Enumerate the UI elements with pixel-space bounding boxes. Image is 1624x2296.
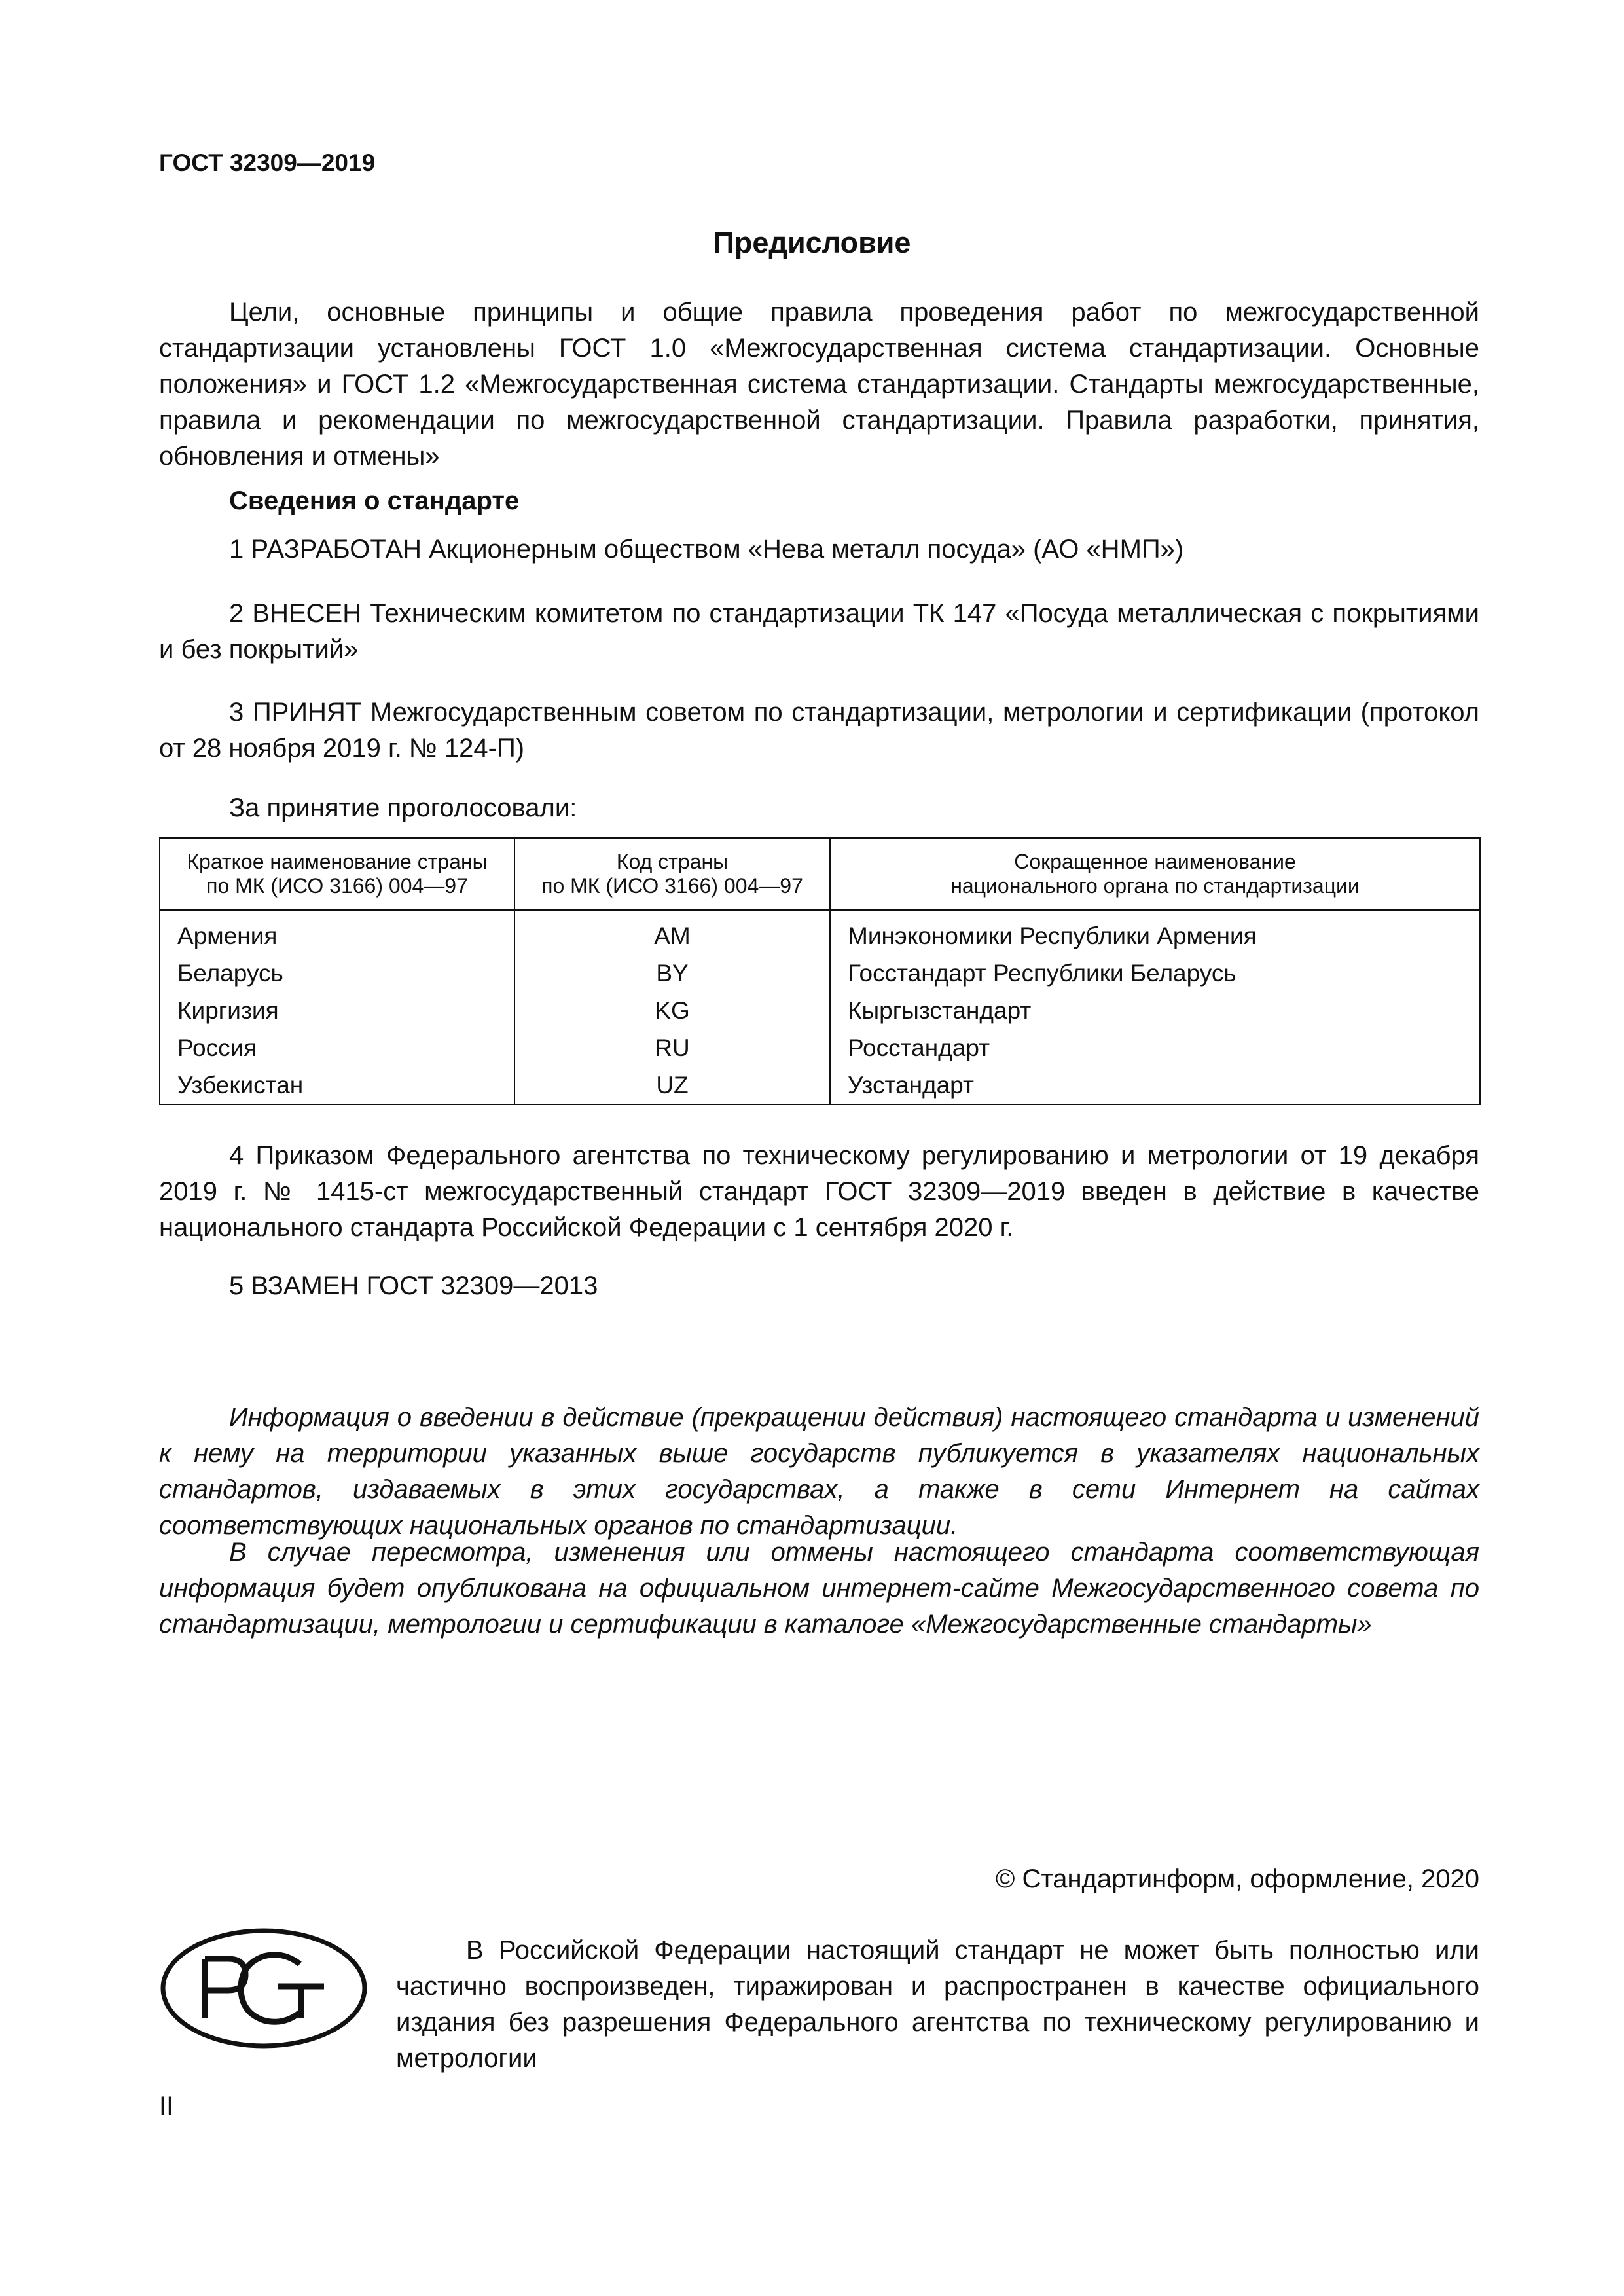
page-number: II <box>159 2092 174 2121</box>
table-row <box>160 910 1480 955</box>
table-row <box>160 992 1480 1029</box>
voting-table <box>159 837 1481 1105</box>
country-code-cell: AM <box>514 910 830 955</box>
country-name-cell: Россия <box>160 1029 514 1066</box>
item-replaces: 5 ВЗАМЕН ГОСТ 32309—2013 <box>229 1271 598 1300</box>
table-row <box>160 955 1480 992</box>
country-name-cell: Киргизия <box>160 992 514 1029</box>
country-name-cell: Узбекистан <box>160 1066 514 1104</box>
country-code-cell: KG <box>514 992 830 1029</box>
section-heading: Сведения о стандарте <box>229 486 520 515</box>
header-country-code: Код страны по МК (ИСО 3166) 004—97 <box>514 838 830 910</box>
document-header: ГОСТ 32309—2019 <box>159 149 376 176</box>
item-introduced: 2 ВНЕСЕН Техническим комитетом по стандартизации ТК 147 «Посуда металлическая с покрытиями и без покрытий» <box>159 599 1479 664</box>
standards-body-cell: Госстандарт Республики Беларусь <box>830 955 1480 992</box>
intro-paragraph: Цели, основные принципы и общие правила проведения работ по межгосударственной стандартизации установлены ГОСТ 1.0 «Межгосударственная система стандартизации. Основные положения» и ГОСТ 1.2 «Межгосударственная система стандартизации. Стандарты межгосударственные, правила и рекомендации по межгосударственной стандартизации. Правила разработки, принятия, обновления и отмены» <box>159 298 1479 471</box>
copyright-notice: © Стандартинформ, оформление, 2020 <box>995 1865 1479 1893</box>
table-header-row <box>160 838 1480 910</box>
legal-notice: В Российской Федерации настоящий стандарт не может быть полностью или частично воспроизведен, тиражирован и распространен в качестве официального издания без разрешения Федерального агентства по техническому регулированию и метрологии <box>396 1936 1479 2073</box>
country-name-cell: Армения <box>160 910 514 955</box>
info-paragraph: Информация о введении в действие (прекращении действия) настоящего стандарта и изменений к нему на территории указанных выше государств публикуется в указателях национальных стандартов, издаваемых в этих государствах, а также в сети Интернет на сайтах соответствующих национальных органов по стандартизации. <box>159 1403 1479 1540</box>
country-code-cell: UZ <box>514 1066 830 1104</box>
table-row <box>160 1029 1480 1066</box>
standards-body-cell: Кыргызстандарт <box>830 992 1480 1029</box>
item-order: 4 Приказом Федерального агентства по техническому регулированию и метрологии от 19 декабря 2019 г. № 1415-ст межгосударственный стандарт ГОСТ 32309—2019 введен в действие в качестве национального стандарта Российской Федерации с 1 сентября 2020 г. <box>159 1141 1479 1242</box>
standards-body-cell: Росстандарт <box>830 1029 1480 1066</box>
rst-logo-icon <box>159 1926 369 2050</box>
header-country-name: Краткое наименование страны по МК (ИСО 3166) 004—97 <box>160 838 514 910</box>
standards-body-cell: Минэкономики Республики Армения <box>830 910 1480 955</box>
item-adopted: 3 ПРИНЯТ Межгосударственным советом по стандартизации, метрологии и сертификации (протокол от 28 ноября 2019 г. № 124-П) <box>159 698 1479 763</box>
vote-label: За принятие проголосовали: <box>229 793 577 822</box>
country-code-cell: BY <box>514 955 830 992</box>
page-title: Предисловие <box>713 226 911 259</box>
table-row <box>160 1066 1480 1104</box>
item-developed: 1 РАЗРАБОТАН Акционерным обществом «Нева металл посуда» (АО «НМП») <box>229 535 1184 564</box>
header-standards-body: Сокращенное наименование национального органа по стандартизации <box>830 838 1480 910</box>
country-code-cell: RU <box>514 1029 830 1066</box>
standards-body-cell: Узстандарт <box>830 1066 1480 1104</box>
revision-paragraph: В случае пересмотра, изменения или отмены настоящего стандарта соответствующая информация будет опубликована на официальном интернет-сайте Межгосударственного совета по стандартизации, метрологии и сертификации в каталоге «Межгосударственные стандарты» <box>159 1538 1479 1639</box>
rst-logo <box>159 1926 369 2050</box>
country-name-cell: Беларусь <box>160 955 514 992</box>
